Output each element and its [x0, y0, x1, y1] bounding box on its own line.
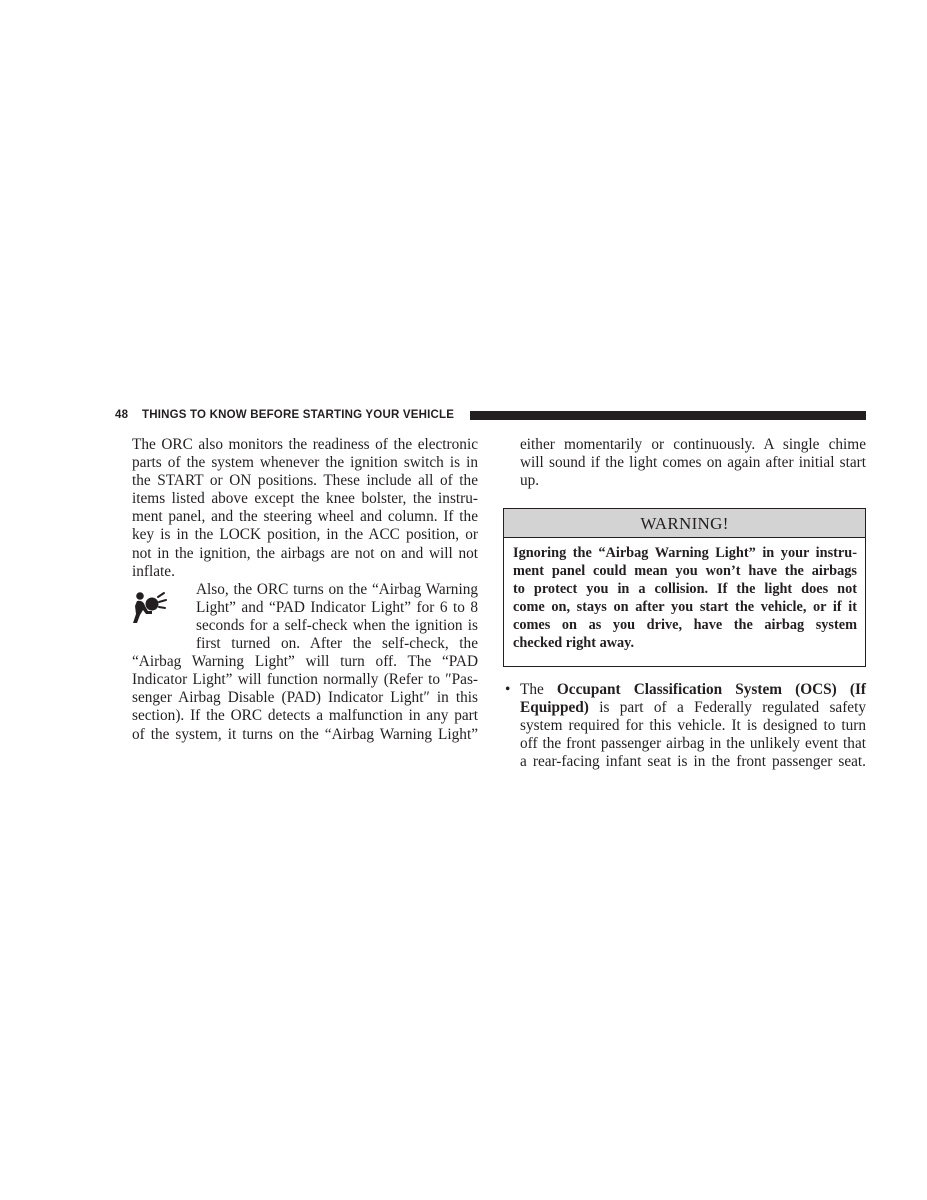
page-header [115, 408, 866, 426]
text-line [520, 681, 866, 699]
text-line: “Airbag Warning Light” will turn off. The “PAD [132, 653, 478, 671]
text-line: comes on as you drive, have the airbag system [513, 617, 857, 634]
text-line: system required for this vehicle. It is designed to turn [520, 717, 866, 735]
text-line: not in the ignition, the airbags are not on and will not [132, 544, 478, 562]
page-number: 48 [115, 409, 129, 421]
text-line: The ORC also monitors the readiness of the electronic [132, 436, 478, 453]
text-line: key is in the LOCK position, in the ACC position, or [132, 526, 478, 544]
text-line: ment panel could mean you won’t have the airbags [513, 563, 857, 580]
text-line: either momentarily or continuously. A single chime [520, 436, 866, 453]
text-line: come on, stays on after you start the vehicle, or if it [513, 599, 857, 616]
airbag-warning-icon [132, 591, 168, 625]
text-line [520, 699, 866, 717]
text-line: a rear-facing infant seat is in the front passenger seat. [520, 753, 866, 771]
text-line: off the front passenger airbag in the unlikely event that [520, 735, 866, 753]
text-line: items listed above except the knee bolster, the instru- [132, 490, 478, 508]
text-line: will sound if the light comes on again after initial start [520, 454, 866, 472]
warning-body [504, 538, 865, 653]
ocs-term-cont: Equipped) [520, 699, 589, 717]
text-line: checked right away. [513, 635, 635, 652]
text-line: inflate. [132, 562, 175, 580]
text-line: section). If the ORC detects a malfunction in any part [132, 707, 478, 725]
header-rule [470, 411, 866, 420]
warning-title: WARNING! [504, 509, 865, 538]
left-column [132, 436, 478, 744]
text-line: ment panel, and the steering wheel and column. If the [132, 508, 478, 526]
paragraph-orc-monitors [132, 436, 478, 581]
airbag-icon-paragraph [132, 581, 478, 653]
text-line: Also, the ORC turns on the “Airbag Warning [196, 580, 478, 598]
text-line: senger Airbag Disable (PAD) Indicator Light″ in this [132, 689, 478, 707]
text-line: seconds for a self-check when the ignition is [196, 616, 478, 634]
text-line: to protect you in a collision. If the light does not [513, 581, 857, 598]
bullet-marker: • [505, 681, 511, 698]
section-title: THINGS TO KNOW BEFORE STARTING YOUR VEHICLE [142, 409, 455, 421]
ocs-term: Occupant Classification System (OCS) (If [556, 681, 866, 698]
text-line: Indicator Light” will function normally (Refer to ″Pas- [132, 671, 478, 689]
right-column [520, 436, 866, 490]
text-line: Light” and “PAD Indicator Light” for 6 to 8 [196, 598, 478, 616]
text-line: up. [520, 472, 540, 490]
text-line: parts of the system whenever the ignition switch is in [132, 454, 478, 472]
text-line: the START or ON positions. These include all of the [132, 472, 478, 490]
text-run: The [520, 681, 557, 698]
text-line: Ignoring the “Airbag Warning Light” in your instru- [513, 545, 857, 561]
text-line: first turned on. After the self-check, the [196, 635, 478, 653]
warning-box [503, 508, 866, 667]
text-run: is part of a Federally regulated safety [588, 699, 866, 717]
paragraph-warning-light-off [132, 653, 478, 743]
text-line: of the system, it turns on the “Airbag Warning Light” [132, 725, 478, 743]
